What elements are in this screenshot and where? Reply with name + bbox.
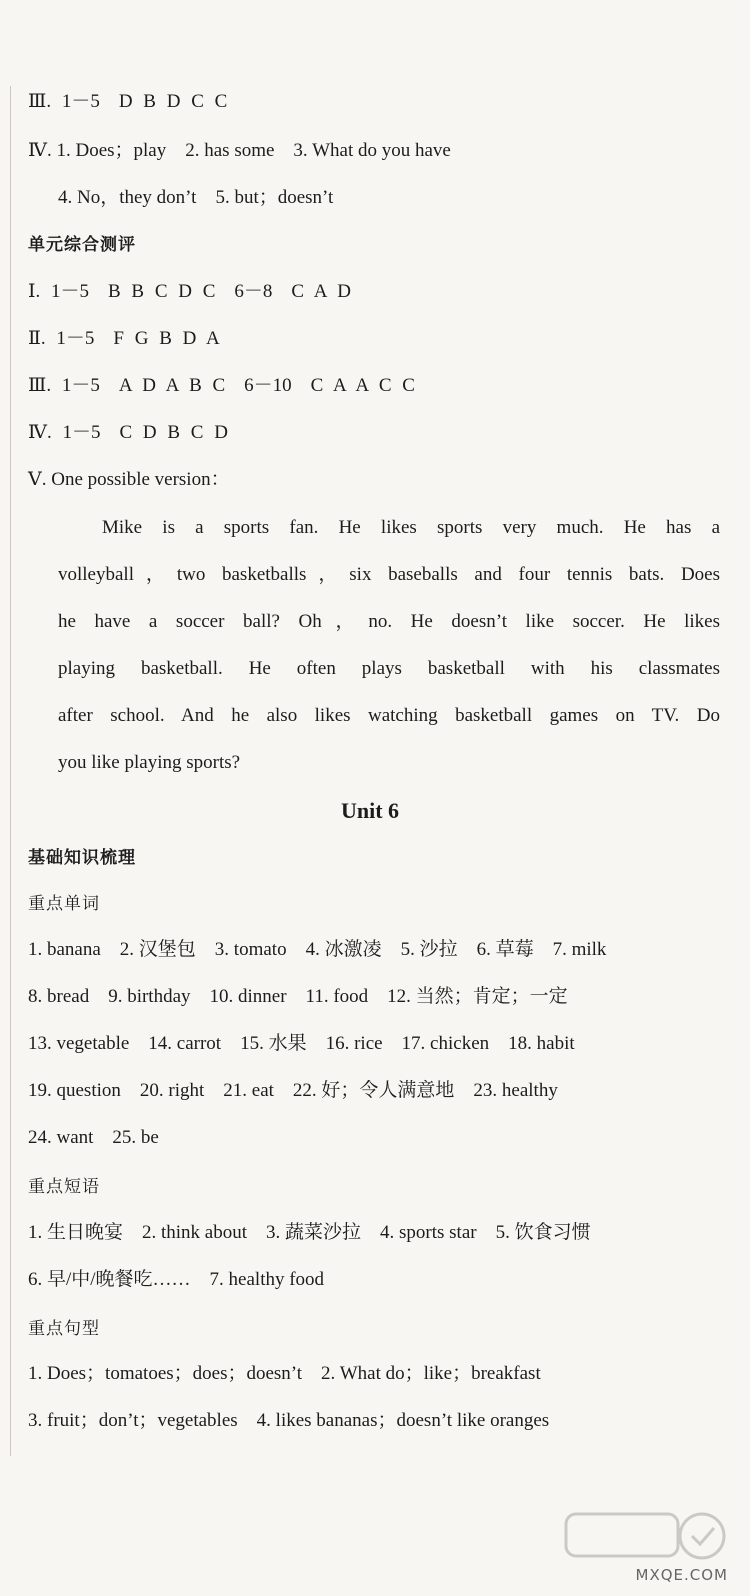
answer-line-3: Ⅲ. 1－5 D B D C C	[28, 91, 228, 112]
words-line: 1. banana 2. 汉堡包 3. tomato 4. 冰激凌 5. 沙拉 6. 草莓 7. milk	[28, 939, 607, 960]
essay-line: after school. And he also likes watching basketball games on TV. Do	[58, 705, 720, 726]
words-line: 13. vegetable 14. carrot 15. 水果 16. rice 17. chicken 18. habit	[28, 1033, 575, 1054]
unit-title: Unit 6	[340, 798, 400, 823]
essay-line: Mike is a sports fan. He likes sports very much. He has a	[102, 517, 720, 538]
section-heading-review: 单元综合测评	[28, 235, 136, 255]
sentences-line: 3. fruit；don’t；vegetables 4. likes bananas；doesn’t like oranges	[28, 1410, 550, 1431]
review-line-3: Ⅲ. 1－5 A D A B C 6－10 C A A C C	[28, 375, 415, 396]
section-heading-basics: 基础知识梳理	[28, 848, 136, 868]
essay-line: he have a soccer ball? Oh，no. He doesn’t like soccer. He likes	[58, 611, 720, 632]
essay-line: you like playing sports?	[58, 752, 241, 773]
phrases-line: 6. 早/中/晚餐吃…… 7. healthy food	[28, 1269, 325, 1290]
essay-line: volleyball，two basketballs，six baseballs and four tennis bats. Does	[58, 564, 720, 585]
words-line: 8. bread 9. birthday 10. dinner 11. food 12. 当然；肯定；一定	[28, 986, 568, 1007]
answer-line-4: Ⅳ. 1. Does；play 2. has some 3. What do you have	[28, 140, 451, 161]
review-line-4: Ⅳ. 1－5 C D B C D	[28, 422, 228, 443]
essay-line: playing basketball. He often plays basketball with his classmates	[58, 658, 720, 679]
subheading-sentences: 重点句型	[28, 1319, 100, 1339]
sentences-line: 1. Does；tomatoes；does；doesn’t 2. What do；like；breakfast	[28, 1363, 541, 1384]
words-line: 24. want 25. be	[28, 1127, 159, 1148]
review-line-5: Ⅴ. One possible version：	[28, 469, 230, 490]
subheading-words: 重点单词	[28, 894, 100, 914]
words-line: 19. question 20. right 21. eat 22. 好；令人满意地 23. healthy	[28, 1080, 558, 1101]
phrases-line: 1. 生日晚宴 2. think about 3. 蔬菜沙拉 4. sports star 5. 饮食习惯	[28, 1222, 591, 1243]
answer-line-4-cont: 4. No，they don’t 5. but；doesn’t	[58, 187, 334, 208]
subheading-phrases: 重点短语	[28, 1177, 100, 1197]
review-line-2: Ⅱ. 1－5 F G B D A	[28, 328, 220, 349]
margin-rule	[10, 86, 11, 1456]
review-line-1: Ⅰ. 1－5 B B C D C 6－8 C A D	[28, 281, 351, 302]
watermark-text: MXQE.COM	[635, 1566, 728, 1584]
